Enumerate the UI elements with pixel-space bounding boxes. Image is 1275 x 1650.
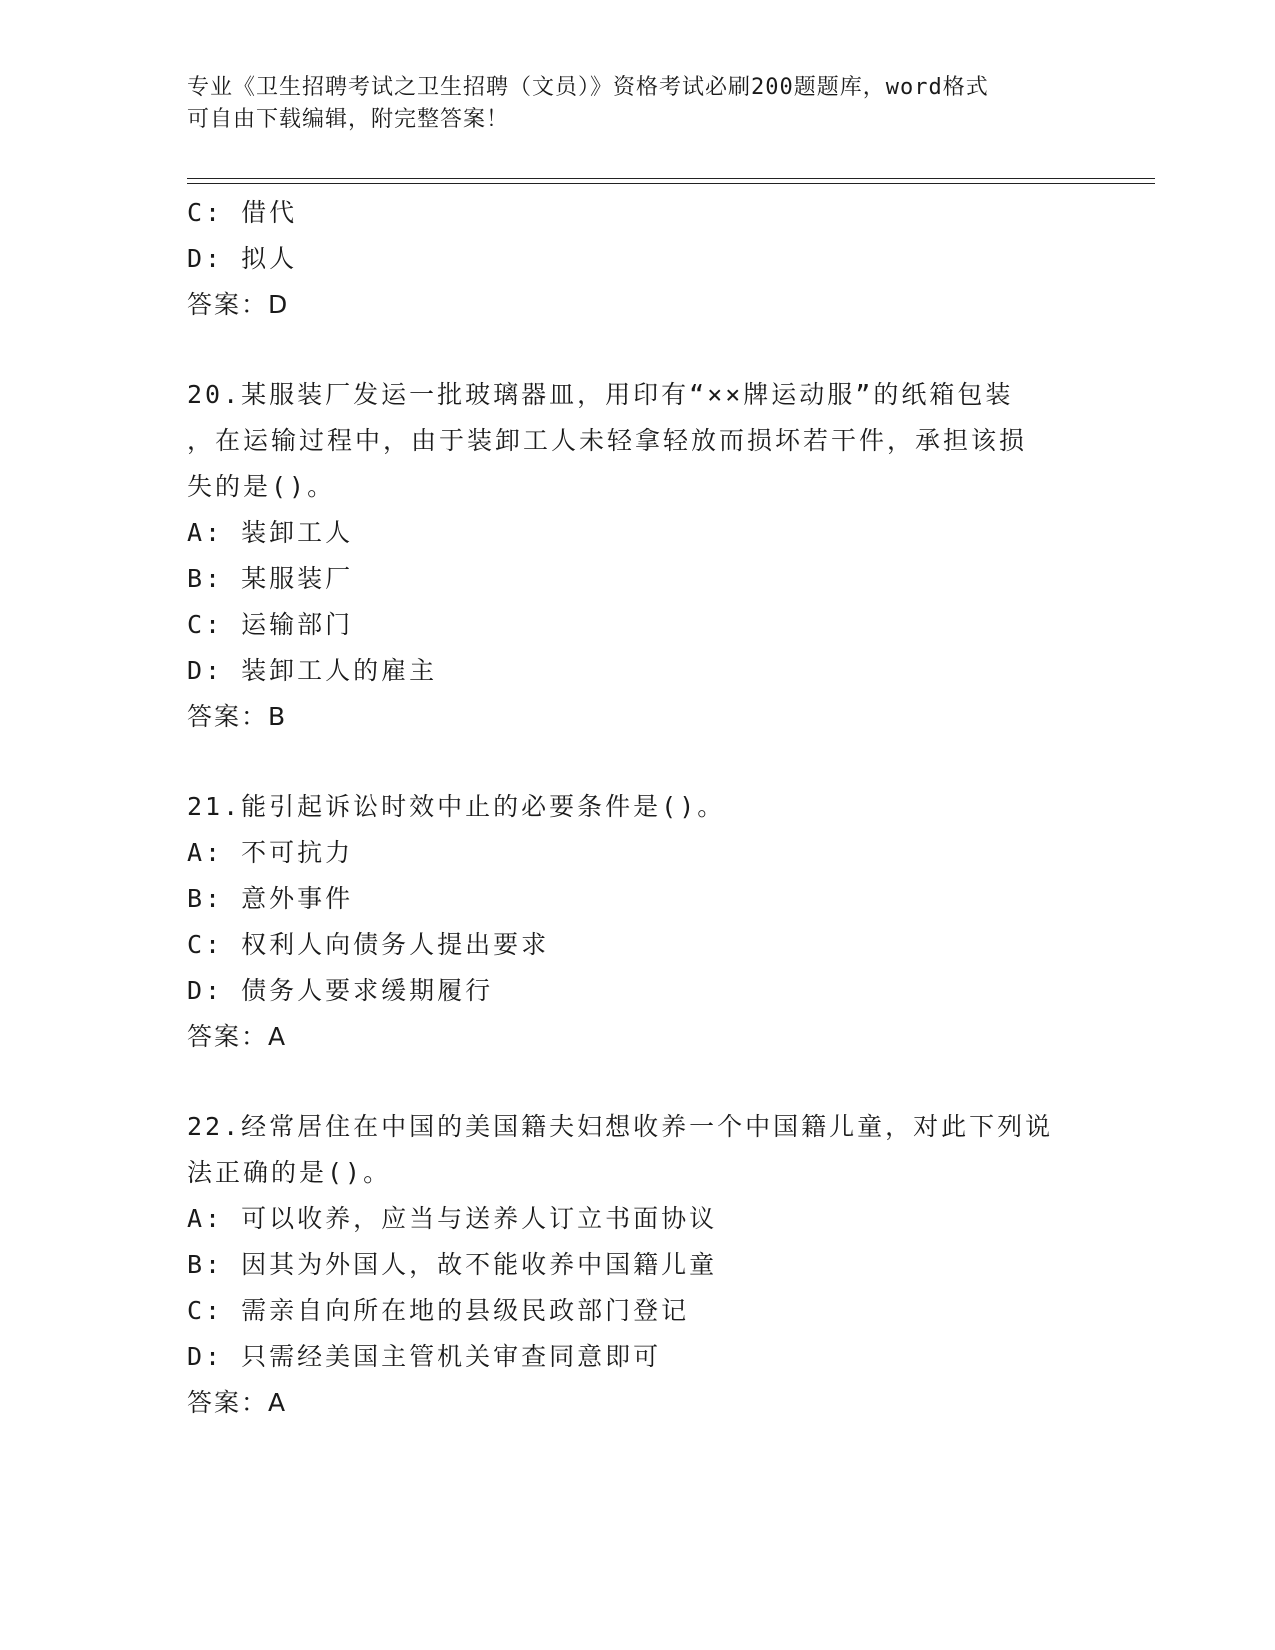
document-header xyxy=(187,72,1087,136)
question-stem-line: 21.能引起诉讼时效中止的必要条件是()。 xyxy=(187,792,726,821)
header-rule-bottom xyxy=(187,183,1155,184)
option-d: D: 拟人 xyxy=(187,244,298,273)
header-rule-top xyxy=(187,178,1155,179)
spacer xyxy=(187,1060,1087,1104)
answer-line: 答案：D xyxy=(187,290,290,319)
question-stem-line: 法正确的是()。 xyxy=(187,1158,392,1187)
option-c: C: 运输部门 xyxy=(187,610,354,639)
option-b: B: 某服装厂 xyxy=(187,564,354,593)
header-line-1: 专业《卫生招聘考试之卫生招聘（文员）》资格考试必刷200题题库，word格式 xyxy=(187,75,989,100)
option-c: C: 需亲自向所在地的县级民政部门登记 xyxy=(187,1296,690,1325)
answer-line: 答案：A xyxy=(187,1388,288,1417)
question-19-tail xyxy=(187,190,1087,328)
spacer xyxy=(187,740,1087,784)
option-b: B: 因其为外国人，故不能收养中国籍儿童 xyxy=(187,1250,718,1279)
question-stem-line: ，在运输过程中，由于装卸工人未轻拿轻放而损坏若干件，承担该损 xyxy=(187,426,1028,455)
option-d: D: 债务人要求缓期履行 xyxy=(187,976,494,1005)
header-line-2: 可自由下载编辑，附完整答案！ xyxy=(187,107,510,132)
question-stem-line: 22.经常居住在中国的美国籍夫妇想收养一个中国籍儿童，对此下列说 xyxy=(187,1112,1054,1141)
question-22 xyxy=(187,1104,1087,1426)
question-20 xyxy=(187,372,1087,740)
option-c: C: 权利人向债务人提出要求 xyxy=(187,930,550,959)
question-21 xyxy=(187,784,1087,1060)
question-stem-line: 20.某服装厂发运一批玻璃器皿，用印有“××牌运动服”的纸箱包装 xyxy=(187,380,1014,409)
option-d: D: 装卸工人的雇主 xyxy=(187,656,438,685)
option-b: B: 意外事件 xyxy=(187,884,354,913)
spacer xyxy=(187,328,1087,372)
option-a: A: 不可抗力 xyxy=(187,838,354,867)
option-a: A: 可以收养，应当与送养人订立书面协议 xyxy=(187,1204,718,1233)
answer-line: 答案：B xyxy=(187,702,288,731)
question-stem-line: 失的是()。 xyxy=(187,472,336,501)
option-a: A: 装卸工人 xyxy=(187,518,354,547)
answer-line: 答案：A xyxy=(187,1022,288,1051)
document-body xyxy=(187,190,1087,1426)
option-c: C: 借代 xyxy=(187,198,298,227)
option-d: D: 只需经美国主管机关审查同意即可 xyxy=(187,1342,662,1371)
